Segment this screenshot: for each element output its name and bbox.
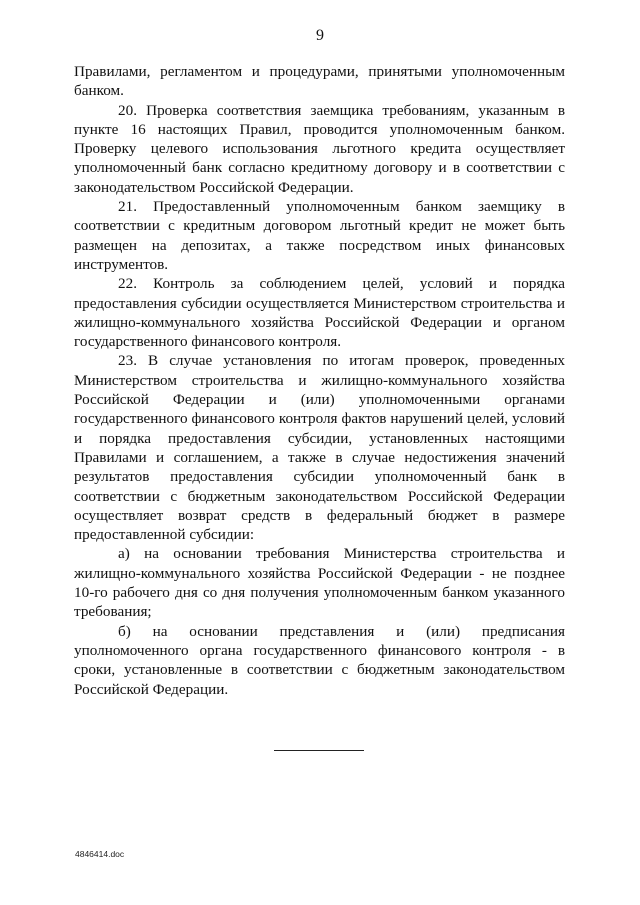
page-number: 9	[316, 27, 324, 44]
paragraph-23: 23. В случае установления по итогам проверок, проведенных Министерством строительства и жилищно-коммунального хозяйства Российской Федерации и (или) уполномоченными органами государственного финансового контроля фактов нарушений целей, условий и порядка предоставления субсидии, установленных настоящими Правилами и соглашением, а также в случае недостижения значений результатов предоставления субсидии уполномоченный банк в соответствии с бюджетным законодательством Российской Федерации осуществляет возврат средств в федеральный бюджет в размере предоставленной субсидии:	[74, 352, 565, 544]
end-separator-line	[274, 750, 364, 751]
paragraph-22: 22. Контроль за соблюдением целей, условий и порядка предоставления субсидии осуществляется Министерством строительства и жилищно-коммунального хозяйства Российской Федерации и органом государственного финансового контроля.	[74, 275, 565, 351]
paragraph-21: 21. Предоставленный уполномоченным банком заемщику в соответствии с кредитным договором льготный кредит не может быть размещен на депозитах, а также посредством иных финансовых инструментов.	[74, 198, 565, 273]
subparagraph-b: б) на основании представления и (или) предписания уполномоченного органа государственного финансового контроля - в сроки, установленные в соответствии с бюджетным законодательством Российской Федерации.	[74, 622, 565, 698]
paragraph-continuation: Правилами, регламентом и процедурами, принятыми уполномоченным банком.	[74, 63, 565, 100]
document-body	[74, 62, 565, 699]
subparagraph-a: а) на основании требования Министерства строительства и жилищно-коммунального хозяйства Российской Федерации - не позднее 10-го рабочего дня со дня получения уполномоченным банком указанного требования;	[74, 545, 565, 621]
paragraph-20: 20. Проверка соответствия заемщика требованиям, указанным в пункте 16 настоящих Правил, проводится уполномоченным банком. Проверку целевого использования льготного кредита осуществляет уполномоченный банк согласно кредитному договору и в соответствии с законодательством Российской Федерации.	[74, 101, 565, 196]
document-file-id: 4846414.doc	[75, 849, 125, 859]
